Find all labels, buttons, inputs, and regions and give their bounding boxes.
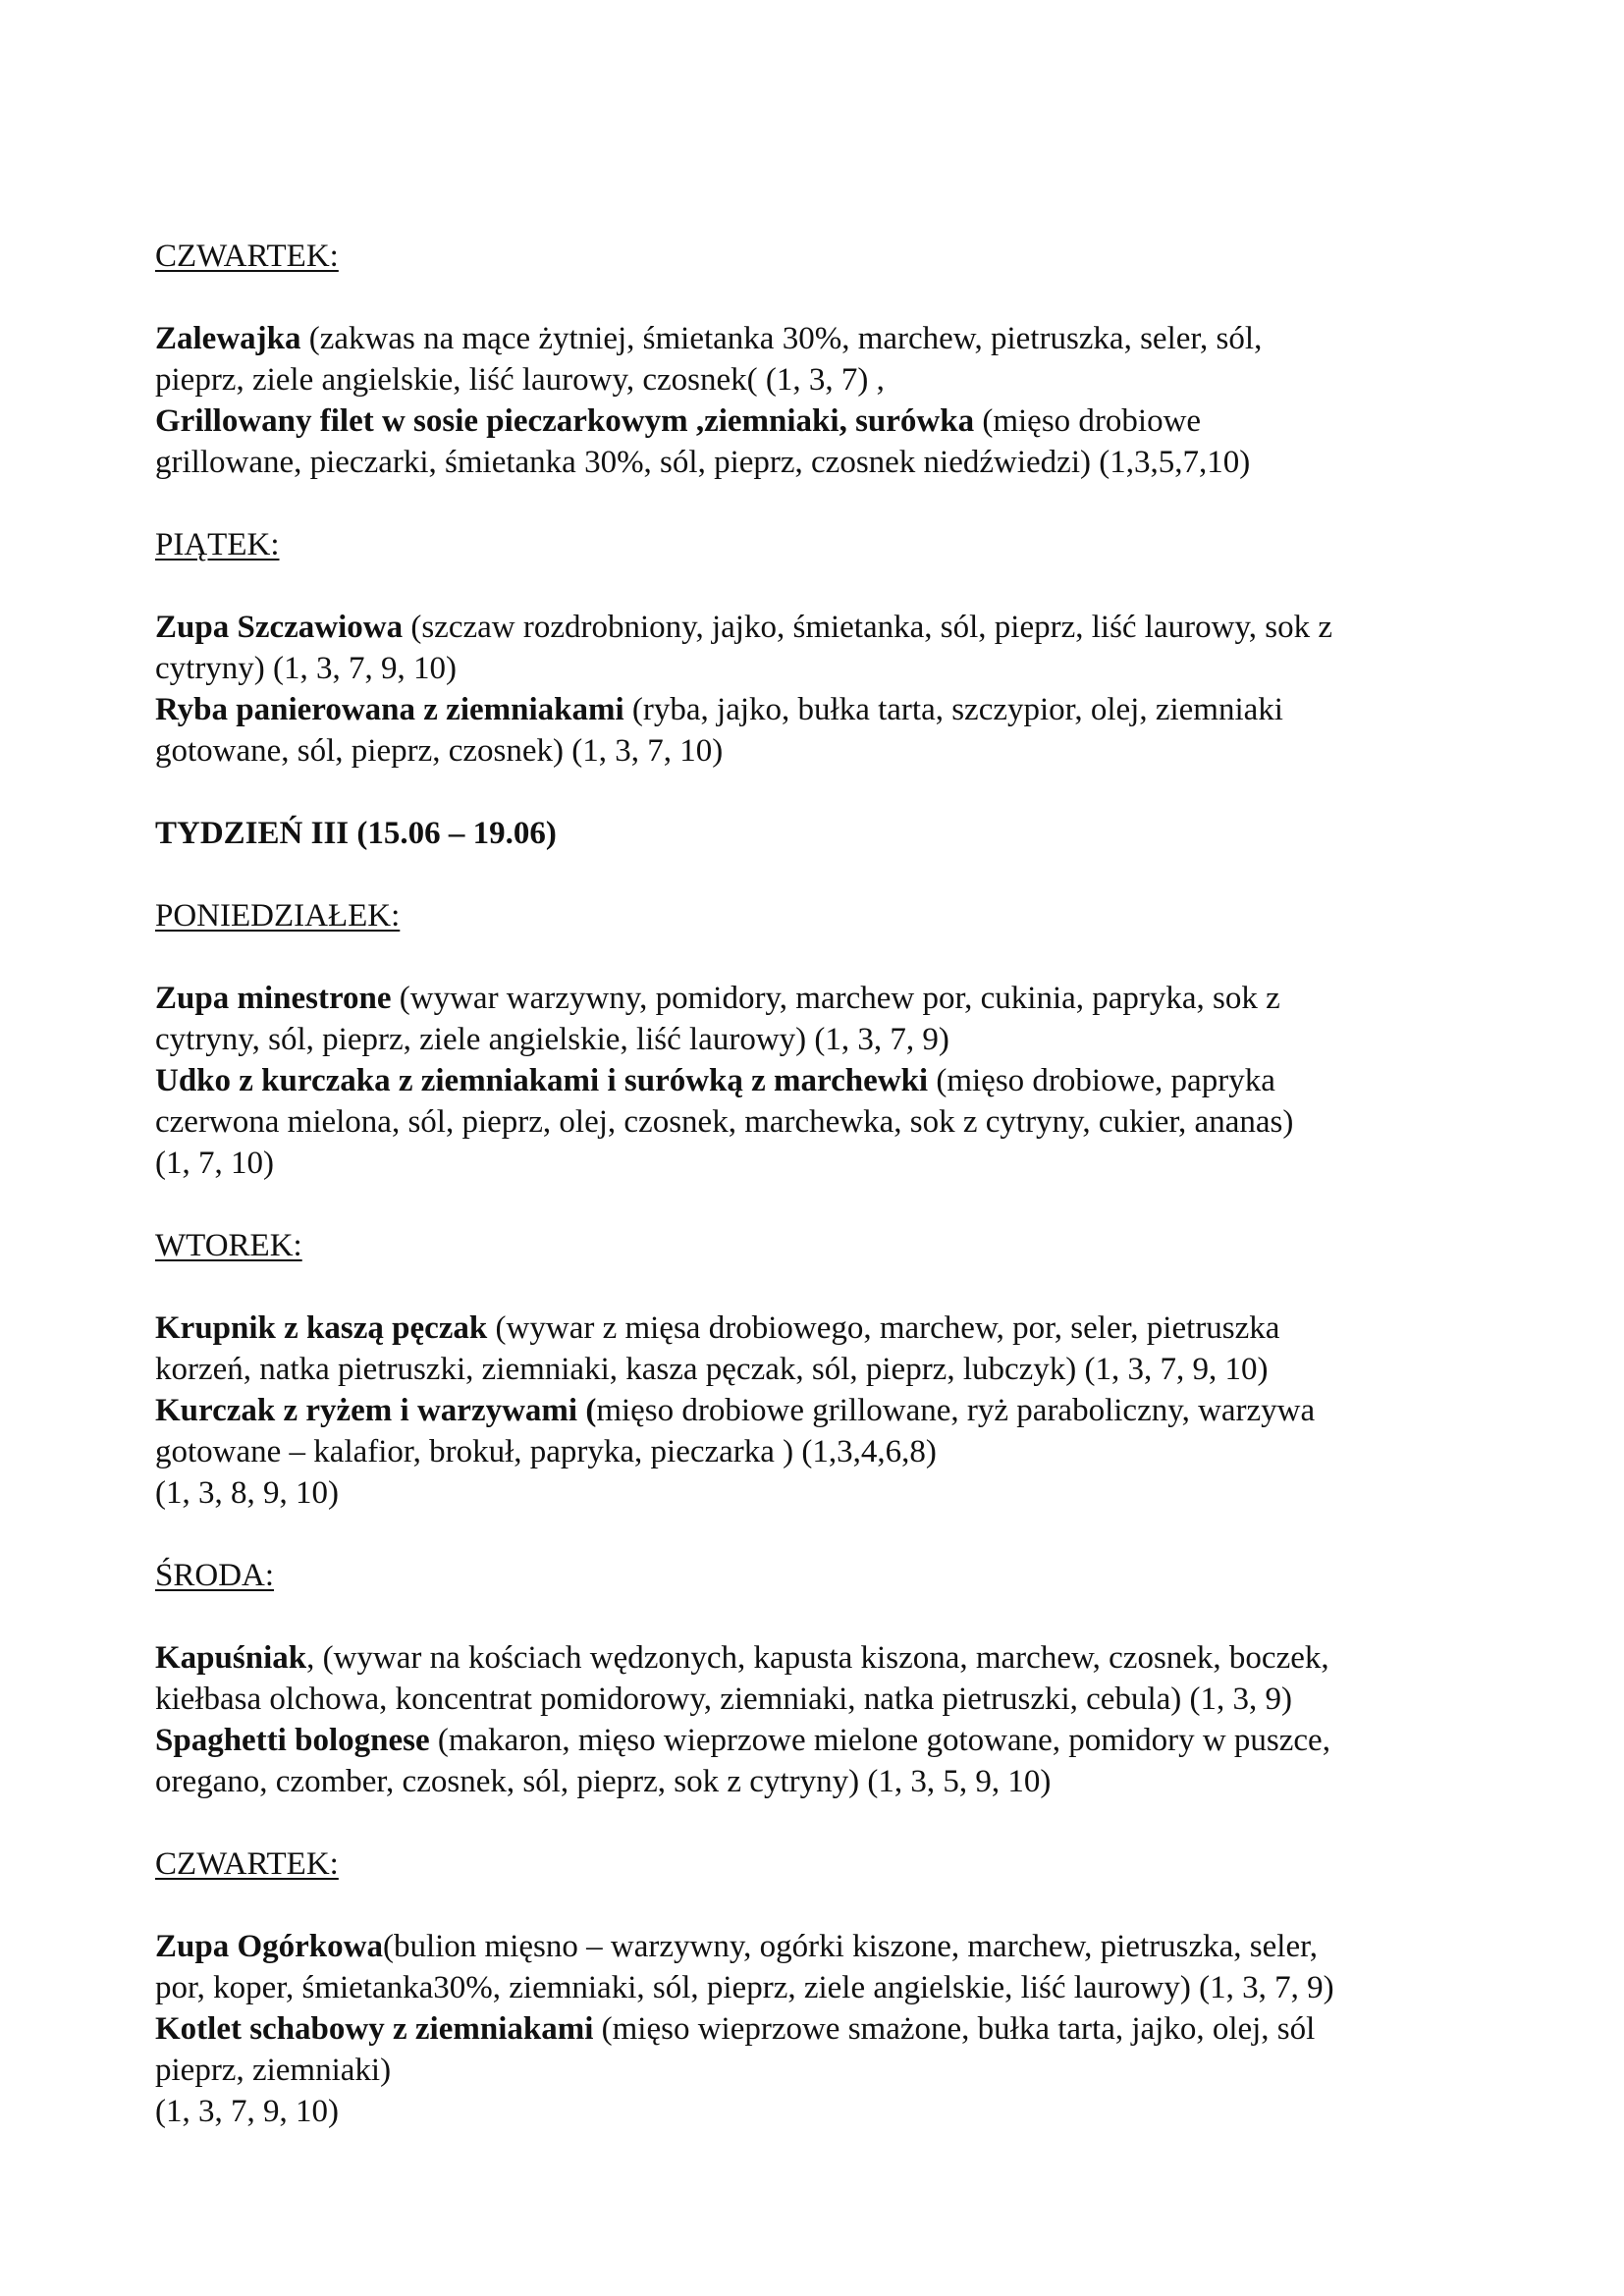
dish-line — [155, 689, 1283, 730]
dish-name: Ryba panierowana z ziemniakami — [155, 692, 624, 727]
dish-line — [155, 318, 1262, 359]
dish-name: Spaghetti bolognese — [155, 1723, 430, 1758]
dish-ingredients: (szczaw rozdrobniony, jajko, śmietanka, sól, pieprz, liść laurowy, sok z — [403, 610, 1333, 645]
dish-line: oregano, czomber, czosnek, sól, pieprz, sok z cytryny) (1, 3, 5, 9, 10) — [155, 1764, 1052, 1799]
dish-line: por, koper, śmietanka30%, ziemniaki, sól, pieprz, ziele angielskie, liść laurowy) (1, 3, 7, 9) — [155, 1970, 1334, 2005]
day-heading-friday: PIĄTEK: — [155, 527, 280, 562]
dish-line — [155, 607, 1332, 648]
dish-line — [155, 1720, 1330, 1761]
dish-line: gotowane – kalafior, brokuł, papryka, pieczarka ) (1,3,4,6,8) — [155, 1434, 937, 1469]
dish-ingredients: (wywar warzywny, pomidory, marchew por, cukinia, papryka, sok z — [391, 981, 1280, 1016]
dish-line: korzeń, natka pietruszki, ziemniaki, kasza pęczak, sól, pieprz, lubczyk) (1, 3, 7, 9, 10) — [155, 1352, 1269, 1387]
day-heading-thursday: CZWARTEK: — [155, 1846, 339, 1882]
dish-line — [155, 2008, 1315, 2050]
dish-line: gotowane, sól, pieprz, czosnek) (1, 3, 7, 10) — [155, 733, 724, 769]
dish-line: kiełbasa olchowa, koncentrat pomidorowy, ziemniaki, natka pietruszki, cebula) (1, 3, 9) — [155, 1682, 1292, 1717]
dish-line: pieprz, ziemniaki) — [155, 2053, 392, 2088]
dish-line — [155, 1390, 1315, 1431]
dish-line: grillowane, pieczarki, śmietanka 30%, sól, pieprz, czosnek niedźwiedzi) (1,3,5,7,10) — [155, 445, 1251, 480]
dish-name: Zupa minestrone — [155, 981, 392, 1016]
dish-ingredients: mięso drobiowe grillowane, ryż paraboliczny, warzywa — [596, 1393, 1316, 1428]
dish-ingredients: , (wywar na kościach wędzonych, kapusta kiszona, marchew, czosnek, boczek, — [306, 1640, 1329, 1676]
dish-name: Zupa Szczawiowa — [155, 610, 404, 645]
day-heading-tuesday: WTOREK: — [155, 1228, 302, 1263]
dish-line: cytryny, sól, pieprz, ziele angielskie, liść laurowy) (1, 3, 7, 9) — [155, 1022, 949, 1057]
allergen-codes: (1, 3, 7, 9, 10) — [155, 2094, 339, 2129]
dish-line — [155, 1926, 1318, 1967]
dish-name: Zalewajka — [155, 321, 301, 356]
dish-name: Kotlet schabowy z ziemniakami — [155, 2011, 594, 2047]
day-heading-thursday: CZWARTEK: — [155, 239, 339, 274]
dish-name: Kapuśniak — [155, 1640, 307, 1676]
day-heading-monday: PONIEDZIAŁEK: — [155, 898, 401, 934]
dish-line: cytryny) (1, 3, 7, 9, 10) — [155, 651, 458, 686]
allergen-codes: (1, 7, 10) — [155, 1146, 274, 1181]
dish-name: Udko z kurczaka z ziemniakami i surówką z marchewki — [155, 1063, 929, 1098]
dish-name: Krupnik z kaszą pęczak — [155, 1310, 488, 1346]
day-heading-wednesday: ŚRODA: — [155, 1558, 275, 1593]
dish-line — [155, 1637, 1329, 1679]
dish-ingredients: (wywar z mięsa drobiowego, marchew, por, seler, pietruszka — [487, 1310, 1280, 1346]
dish-ingredients: (makaron, mięso wieprzowe mielone gotowane, pomidory w puszce, — [429, 1723, 1330, 1758]
dish-name: Zupa Ogórkowa — [155, 1929, 383, 1964]
dish-line — [155, 400, 1201, 442]
dish-line: pieprz, ziele angielskie, liść laurowy, czosnek( (1, 3, 7) , — [155, 362, 885, 398]
dish-name: Grillowany filet w sosie pieczarkowym ,ziemniaki, surówka — [155, 403, 975, 439]
dish-ingredients: (bulion mięsno – warzywny, ogórki kiszone, marchew, pietruszka, seler, — [382, 1929, 1319, 1964]
dish-line — [155, 1060, 1275, 1101]
dish-ingredients: (mięso drobiowe — [974, 403, 1202, 439]
dish-ingredients: (ryba, jajko, bułka tarta, szczypior, olej, ziemniaki — [623, 692, 1283, 727]
allergen-codes: (1, 3, 8, 9, 10) — [155, 1475, 339, 1511]
dish-ingredients: (zakwas na mące żytniej, śmietanka 30%, marchew, pietruszka, seler, sól, — [300, 321, 1263, 356]
dish-line: czerwona mielona, sól, pieprz, olej, czosnek, marchewka, sok z cytryny, cukier, ananas) — [155, 1104, 1294, 1140]
dish-ingredients: (mięso drobiowe, papryka — [928, 1063, 1275, 1098]
dish-name: Kurczak z ryżem i warzywami ( — [155, 1393, 597, 1428]
dish-ingredients: (mięso wieprzowe smażone, bułka tarta, jajko, olej, sól — [593, 2011, 1316, 2047]
week-heading: TYDZIEŃ III (15.06 – 19.06) — [155, 816, 557, 851]
dish-line — [155, 1308, 1279, 1349]
dish-line — [155, 978, 1280, 1019]
